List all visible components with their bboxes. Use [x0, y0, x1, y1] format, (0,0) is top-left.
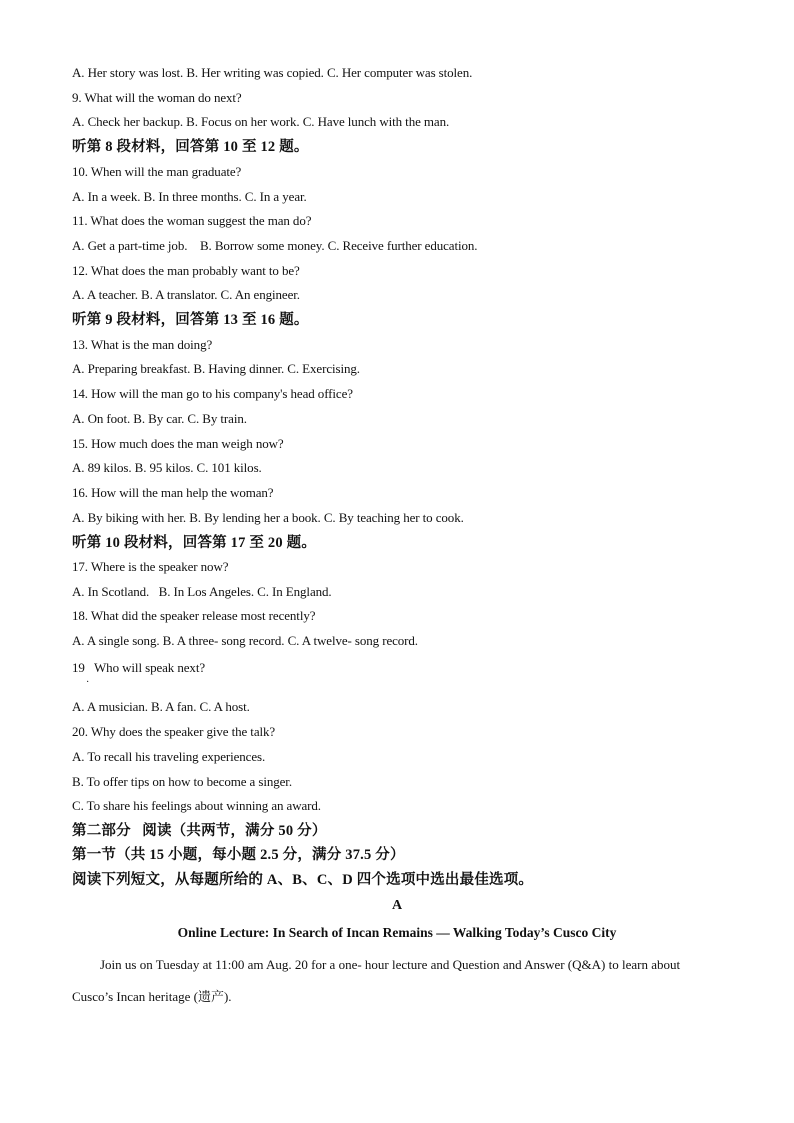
q20-question: 20. Why does the speaker give the talk?: [72, 724, 276, 739]
paragraph-line-2: Cusco’s Incan heritage (遗产).: [72, 989, 232, 1004]
q9-options: A. Check her backup. B. Focus on her work. C. Have lunch with the man.: [72, 114, 450, 129]
q17-question: 17. Where is the speaker now?: [72, 559, 229, 574]
paragraph-line-1: Join us on Tuesday at 11:00 am Aug. 20 for a one- hour lecture and Question and Answer (Q&A) to learn about: [100, 957, 681, 972]
q14-options: A. On foot. B. By car. C. By train.: [72, 411, 247, 426]
article-title: Online Lecture: In Search of Incan Remains — Walking Today’s Cusco City: [177, 925, 617, 940]
q16-question: 16. How will the man help the woman?: [72, 485, 274, 500]
section-heading-8: 听第 8 段材料，回答第 10 至 12 题。: [72, 139, 309, 155]
section-heading-10: 听第 10 段材料，回答第 17 至 20 题。: [72, 535, 317, 551]
q20-option-c: C. To share his feelings about winning an award.: [72, 798, 321, 813]
stray-dot-mark: ·: [86, 677, 90, 688]
q18-question: 18. What did the speaker release most recently?: [72, 608, 316, 623]
q15-question: 15. How much does the man weigh now?: [72, 436, 284, 451]
q17-options: A. In Scotland. B. In Los Angeles. C. In England.: [72, 584, 332, 599]
section-one-heading: 第一节（共 15 小题，每小题 2.5 分，满分 37.5 分）: [72, 847, 405, 863]
q20-option-b: B. To offer tips on how to become a singer.: [72, 774, 292, 789]
q16-options: A. By biking with her. B. By lending her a book. C. By teaching her to cook.: [72, 510, 464, 525]
passage-letter: A: [391, 898, 403, 913]
q18-options: A. A single song. B. A three- song record. C. A twelve- song record.: [72, 633, 418, 648]
q8-options: A. Her story was lost. B. Her writing was copied. C. Her computer was stolen.: [72, 65, 473, 80]
q13-question: 13. What is the man doing?: [72, 337, 213, 352]
q12-options: A. A teacher. B. A translator. C. An engineer.: [72, 287, 300, 302]
part-two-heading: 第二部分 阅读（共两节，满分 50 分）: [72, 823, 327, 839]
q10-options: A. In a week. B. In three months. C. In a year.: [72, 189, 307, 204]
q11-question: 11. What does the woman suggest the man do?: [72, 213, 312, 228]
section-heading-9: 听第 9 段材料，回答第 13 至 16 题。: [72, 312, 309, 328]
q14-question: 14. How will the man go to his company's head office?: [72, 386, 353, 401]
q15-options: A. 89 kilos. B. 95 kilos. C. 101 kilos.: [72, 460, 262, 475]
q19-question: 19 Who will speak next?: [72, 660, 206, 675]
q12-question: 12. What does the man probably want to be?: [72, 263, 300, 278]
q9-question: 9. What will the woman do next?: [72, 90, 242, 105]
q13-options: A. Preparing breakfast. B. Having dinner. C. Exercising.: [72, 361, 360, 376]
q19-options: A. A musician. B. A fan. C. A host.: [72, 699, 250, 714]
reading-instructions: 阅读下列短文，从每题所给的 A、B、C、D 四个选项中选出最佳选项。: [72, 872, 534, 888]
q10-question: 10. When will the man graduate?: [72, 164, 242, 179]
q20-option-a: A. To recall his traveling experiences.: [72, 749, 266, 764]
q11-options: A. Get a part-time job. B. Borrow some money. C. Receive further education.: [72, 238, 478, 253]
